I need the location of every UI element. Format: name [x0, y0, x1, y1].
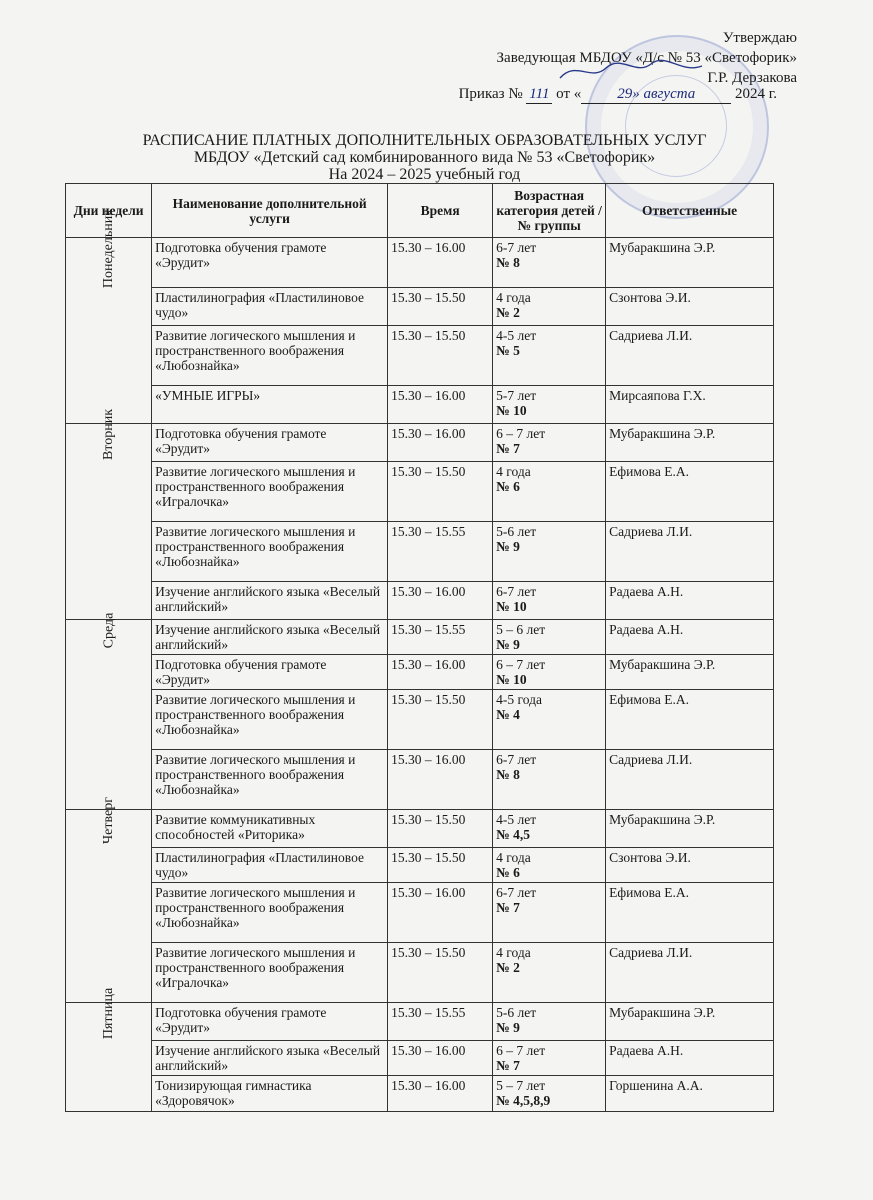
table-row: [66, 1041, 774, 1076]
service-name: Развитие логического мышления и пространственного воображения «Любознайка»: [152, 750, 388, 810]
head-name: Г.Р. Дерзакова: [707, 70, 797, 86]
table-row: [66, 655, 774, 690]
age-range: 6 – 7 лет: [496, 426, 546, 441]
age-range: 4 года: [496, 850, 531, 865]
table-row: [66, 582, 774, 620]
order-prefix: Приказ №: [458, 86, 523, 102]
age-range: 6-7 лет: [496, 584, 537, 599]
responsible-person: Ефимова Е.А.: [606, 462, 774, 522]
age-group-cell: [493, 288, 606, 326]
table-row: [66, 462, 774, 522]
service-time: 15.30 – 15.55: [388, 522, 493, 582]
age-group-cell: [493, 1076, 606, 1112]
service-name: Тонизирующая гимнастика «Здоровячок»: [152, 1076, 388, 1112]
doc-year: На 2024 – 2025 учебный год: [328, 166, 521, 183]
header-responsible: Ответственные: [606, 184, 774, 238]
responsible-person: Мубаракшина Э.Р.: [606, 424, 774, 462]
signature: [556, 58, 706, 82]
service-name: Подготовка обучения грамоте «Эрудит»: [152, 238, 388, 288]
age-group-cell: [493, 522, 606, 582]
responsible-person: Горшенина А.А.: [606, 1076, 774, 1112]
group-number: № 5: [496, 343, 520, 358]
group-number: № 2: [496, 960, 520, 975]
service-time: 15.30 – 15.50: [388, 462, 493, 522]
age-range: 5 – 7 лет: [496, 1078, 546, 1093]
day-cell: [66, 612, 152, 810]
service-time: 15.30 – 16.00: [388, 424, 493, 462]
order-line: [459, 86, 777, 104]
age-range: 5-6 лет: [496, 524, 537, 539]
age-range: 5-7 лет: [496, 388, 537, 403]
age-range: 4-5 лет: [496, 328, 537, 343]
header-day: Дни недели: [66, 184, 152, 238]
schedule-table: [65, 183, 774, 1112]
table-header-row: [66, 184, 774, 238]
age-group-cell: [493, 582, 606, 620]
responsible-person: Сзонтова Э.И.: [606, 848, 774, 883]
table-row: [66, 810, 774, 848]
age-range: 6 – 7 лет: [496, 657, 546, 672]
age-group-cell: [493, 1041, 606, 1076]
responsible-person: Садриева Л.И.: [606, 522, 774, 582]
service-time: 15.30 – 15.55: [388, 620, 493, 655]
responsible-person: Радаева А.Н.: [606, 582, 774, 620]
service-time: 15.30 – 15.50: [388, 288, 493, 326]
responsible-person: Мубаракшина Э.Р.: [606, 238, 774, 288]
age-range: 6 – 7 лет: [496, 1043, 546, 1058]
age-group-cell: [493, 424, 606, 462]
service-time: 15.30 – 16.00: [388, 883, 493, 943]
service-time: 15.30 – 15.50: [388, 326, 493, 386]
age-group-cell: [493, 655, 606, 690]
service-name: Развитие логического мышления и пространственного воображения «Любознайка»: [152, 522, 388, 582]
table-row: [66, 288, 774, 326]
age-range: 6-7 лет: [496, 752, 537, 767]
age-group-cell: [493, 620, 606, 655]
responsible-person: Мубаракшина Э.Р.: [606, 655, 774, 690]
service-name: Развитие логического мышления и пространственного воображения «Любознайка»: [152, 690, 388, 750]
service-time: 15.30 – 15.50: [388, 810, 493, 848]
age-group-cell: [493, 386, 606, 424]
age-group-cell: [493, 750, 606, 810]
table-row: [66, 424, 774, 462]
order-number: 111: [526, 86, 552, 104]
group-number: № 2: [496, 305, 520, 320]
day-cell: [66, 987, 152, 1112]
group-number: № 7: [496, 900, 520, 915]
table-row: [66, 1076, 774, 1112]
service-name: Подготовка обучения грамоте «Эрудит»: [152, 424, 388, 462]
age-group-cell: [493, 810, 606, 848]
responsible-person: Садриева Л.И.: [606, 943, 774, 1003]
service-name: Развитие коммуникативных способностей «Риторика»: [152, 810, 388, 848]
responsible-person: Садриева Л.И.: [606, 750, 774, 810]
group-number: № 8: [496, 767, 520, 782]
day-label: Понедельник: [101, 208, 117, 289]
age-range: 4-5 года: [496, 692, 542, 707]
group-number: № 9: [496, 637, 520, 652]
age-range: 5-6 лет: [496, 1005, 537, 1020]
group-number: № 4,5,8,9: [496, 1093, 551, 1108]
responsible-person: Мубаракшина Э.Р.: [606, 1003, 774, 1041]
age-range: 4-5 лет: [496, 812, 537, 827]
service-time: 15.30 – 16.00: [388, 238, 493, 288]
age-range: 4 года: [496, 290, 531, 305]
group-number: № 9: [496, 1020, 520, 1035]
age-range: 6-7 лет: [496, 885, 537, 900]
responsible-person: Сзонтова Э.И.: [606, 288, 774, 326]
group-number: № 6: [496, 865, 520, 880]
service-time: 15.30 – 16.00: [388, 582, 493, 620]
responsible-person: Ефимова Е.А.: [606, 883, 774, 943]
group-number: № 10: [496, 403, 527, 418]
service-time: 15.30 – 16.00: [388, 750, 493, 810]
service-name: Изучение английского языка «Веселый английский»: [152, 582, 388, 620]
head-position: Заведующая МБДОУ «Д/с № 53 «Светофорик»: [496, 50, 797, 66]
group-number: № 6: [496, 479, 520, 494]
age-range: 4 года: [496, 464, 531, 479]
service-name: Подготовка обучения грамоте «Эрудит»: [152, 655, 388, 690]
day-label: Пятница: [101, 987, 117, 1040]
service-time: 15.30 – 16.00: [388, 386, 493, 424]
service-time: 15.30 – 16.00: [388, 1076, 493, 1112]
service-name: Развитие логического мышления и пространственного воображения «Игралочка»: [152, 462, 388, 522]
order-date: 29» августа: [581, 86, 731, 104]
responsible-person: Мубаракшина Э.Р.: [606, 810, 774, 848]
day-label: Четверг: [101, 797, 117, 844]
age-group-cell: [493, 690, 606, 750]
age-range: 6-7 лет: [496, 240, 537, 255]
group-number: № 4: [496, 707, 520, 722]
approve-label: Утверждаю: [722, 30, 797, 46]
table-row: [66, 690, 774, 750]
order-from: от «: [556, 86, 582, 102]
service-name: Изучение английского языка «Веселый английский»: [152, 620, 388, 655]
header-age: Возрастная категория детей / № группы: [493, 184, 606, 238]
service-name: Подготовка обучения грамоте «Эрудит»: [152, 1003, 388, 1041]
responsible-person: Радаева А.Н.: [606, 1041, 774, 1076]
group-number: № 7: [496, 1058, 520, 1073]
age-group-cell: [493, 1003, 606, 1041]
table-row: [66, 522, 774, 582]
age-range: 5 – 6 лет: [496, 622, 546, 637]
age-group-cell: [493, 326, 606, 386]
table-row: [66, 750, 774, 810]
header-time: Время: [388, 184, 493, 238]
table-row: [66, 620, 774, 655]
service-time: 15.30 – 15.55: [388, 1003, 493, 1041]
table-row: [66, 848, 774, 883]
table-row: [66, 883, 774, 943]
service-time: 15.30 – 16.00: [388, 655, 493, 690]
day-cell: [66, 408, 152, 620]
service-name: Пластилинография «Пластилиновое чудо»: [152, 288, 388, 326]
group-number: № 8: [496, 255, 520, 270]
service-name: «УМНЫЕ ИГРЫ»: [152, 386, 388, 424]
table-row: [66, 1003, 774, 1041]
day-cell: [66, 797, 152, 1003]
service-name: Развитие логического мышления и пространственного воображения «Игралочка»: [152, 943, 388, 1003]
age-group-cell: [493, 883, 606, 943]
table-row: [66, 238, 774, 288]
responsible-person: Садриева Л.И.: [606, 326, 774, 386]
group-number: № 7: [496, 441, 520, 456]
doc-subtitle: МБДОУ «Детский сад комбинированного вида № 53 «Светофорик»: [193, 149, 656, 166]
age-group-cell: [493, 462, 606, 522]
group-number: № 10: [496, 599, 527, 614]
service-time: 15.30 – 15.50: [388, 943, 493, 1003]
group-number: № 4,5: [496, 827, 530, 842]
header-service: Наименование дополнительной услуги: [152, 184, 388, 238]
service-name: Развитие логического мышления и пространственного воображения «Любознайка»: [152, 883, 388, 943]
service-time: 15.30 – 15.50: [388, 690, 493, 750]
age-group-cell: [493, 848, 606, 883]
service-time: 15.30 – 15.50: [388, 848, 493, 883]
group-number: № 9: [496, 539, 520, 554]
responsible-person: Радаева А.Н.: [606, 620, 774, 655]
service-name: Развитие логического мышления и пространственного воображения «Любознайка»: [152, 326, 388, 386]
day-label: Вторник: [101, 408, 117, 461]
group-number: № 10: [496, 672, 527, 687]
service-name: Изучение английского языка «Веселый английский»: [152, 1041, 388, 1076]
responsible-person: Мирсаяпова Г.Х.: [606, 386, 774, 424]
doc-title: РАСПИСАНИЕ ПЛАТНЫХ ДОПОЛНИТЕЛЬНЫХ ОБРАЗОВАТЕЛЬНЫХ УСЛУГ: [142, 132, 707, 149]
age-group-cell: [493, 238, 606, 288]
service-time: 15.30 – 16.00: [388, 1041, 493, 1076]
responsible-person: Ефимова Е.А.: [606, 690, 774, 750]
day-label: Среда: [101, 612, 117, 649]
age-group-cell: [493, 943, 606, 1003]
table-row: [66, 326, 774, 386]
age-range: 4 года: [496, 945, 531, 960]
table-row: [66, 943, 774, 1003]
service-name: Пластилинография «Пластилиновое чудо»: [152, 848, 388, 883]
table-row: [66, 386, 774, 424]
order-year: 2024 г.: [735, 86, 777, 102]
